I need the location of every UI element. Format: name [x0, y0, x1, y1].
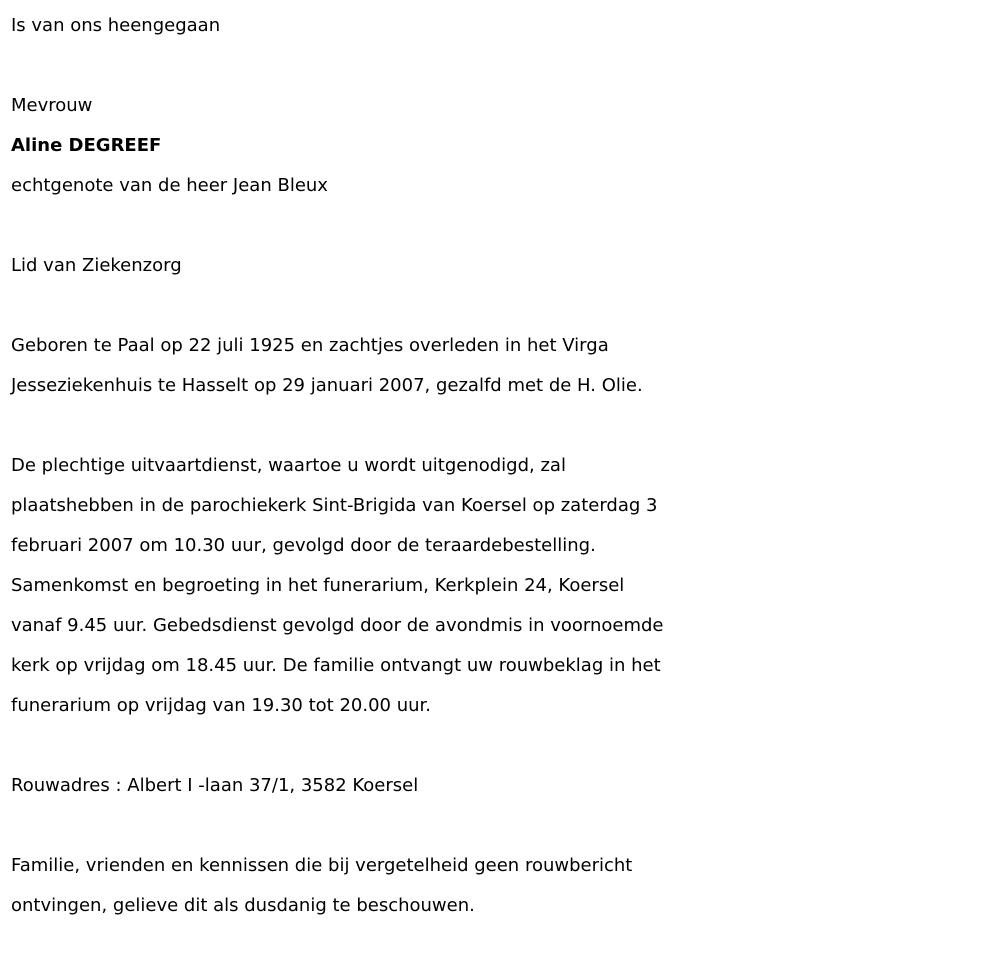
paragraph-line: De plechtige uitvaartdienst, waartoe u wordt uitgenodigd, zal [11, 455, 566, 476]
membership-text: Lid van Ziekenzorg [11, 255, 182, 276]
paragraph-line: Familie, vrienden en kennissen die bij vergetelheid geen rouwbericht [11, 855, 633, 876]
closing-paragraph [11, 846, 991, 926]
paragraph-line: februari 2007 om 10.30 uur, gevolgd door de teraardebestelling. [11, 535, 596, 556]
spacer [11, 406, 991, 446]
address-text: Rouwadres : Albert I -laan 37/1, 3582 Koersel [11, 775, 419, 796]
paragraph-line: funerarium op vrijdag van 19.30 tot 20.00 uur. [11, 695, 431, 716]
paragraph-line: vanaf 9.45 uur. Gebedsdienst gevolgd door de avondmis in voornoemde [11, 615, 664, 636]
spacer [11, 726, 991, 766]
paragraph-line: Jesseziekenhuis te Hasselt op 29 januari 2007, gezalfd met de H. Olie. [11, 375, 643, 396]
paragraph-line: kerk op vrijdag om 18.45 uur. De familie ontvangt uw rouwbeklag in het [11, 655, 661, 676]
intro-text: Is van ons heengegaan [11, 15, 221, 36]
paragraph-line: Samenkomst en begroeting in het funerarium, Kerkplein 24, Koersel [11, 575, 625, 596]
deceased-name: Aline DEGREEF [11, 135, 162, 156]
death-notice [11, 6, 991, 926]
salutation-text: Mevrouw [11, 95, 93, 116]
spacer [11, 46, 991, 86]
ceremony-paragraph [11, 446, 991, 726]
paragraph-line: ontvingen, gelieve dit als dusdanig te beschouwen. [11, 895, 475, 916]
paragraph-line: Geboren te Paal op 22 juli 1925 en zachtjes overleden in het Virga [11, 335, 609, 356]
birth-death-paragraph [11, 326, 991, 406]
paragraph-line: plaatshebben in de parochiekerk Sint-Brigida van Koersel op zaterdag 3 [11, 495, 658, 516]
spacer [11, 806, 991, 846]
spouse-text: echtgenote van de heer Jean Bleux [11, 175, 328, 196]
spacer [11, 206, 991, 246]
spacer [11, 286, 991, 326]
